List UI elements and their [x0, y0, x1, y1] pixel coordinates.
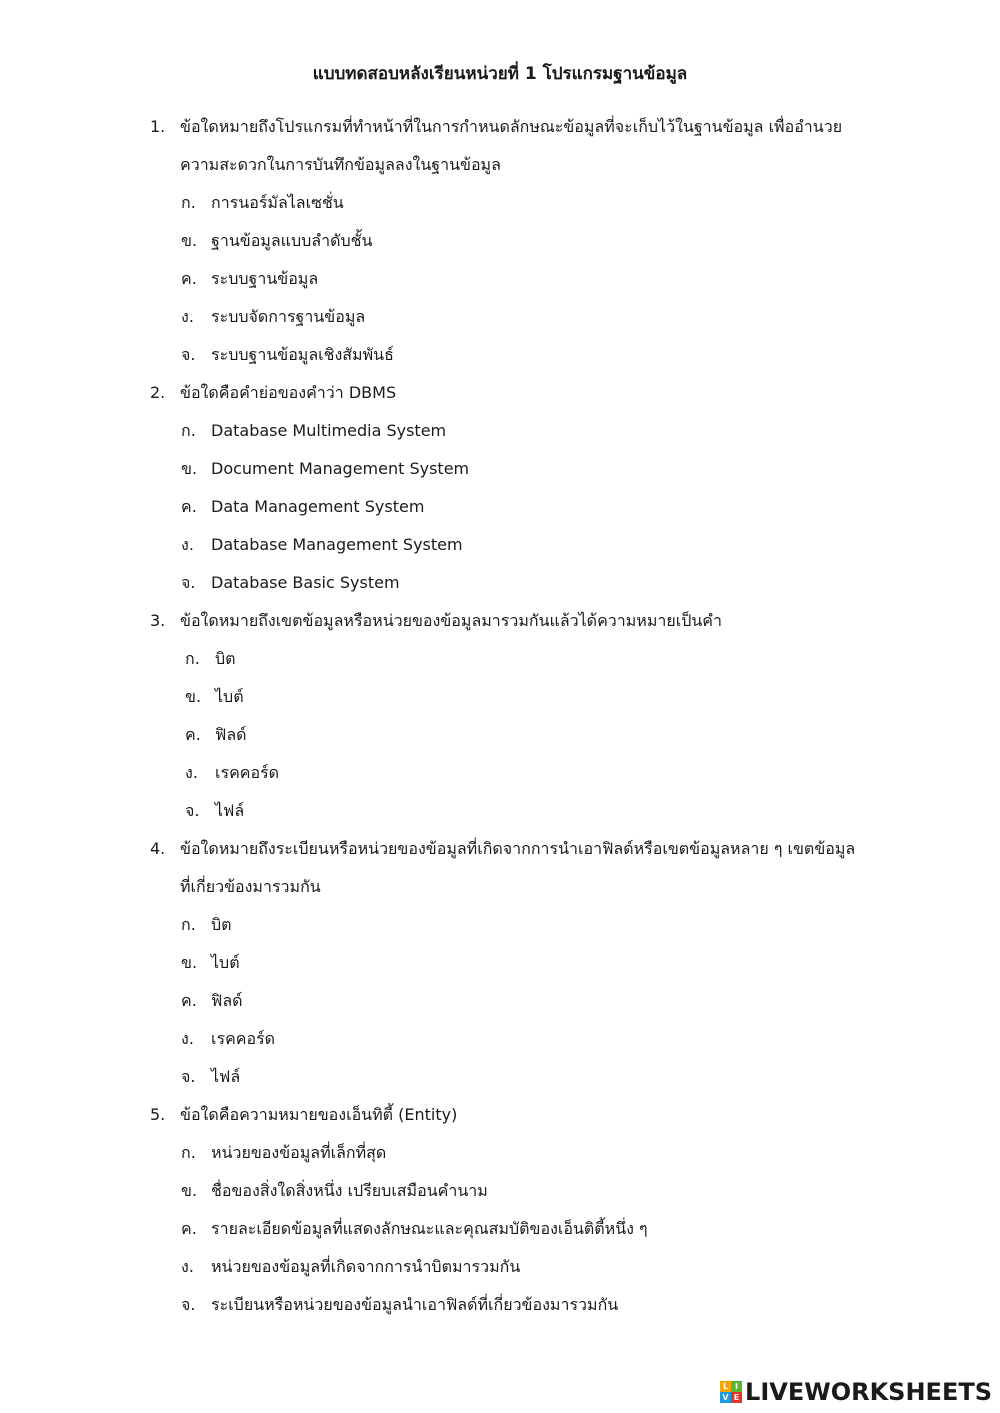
question-line [0, 150, 1000, 188]
option-letter: ก. [181, 421, 196, 440]
option-letter: จ. [181, 573, 196, 592]
option-letter: ง. [181, 307, 194, 326]
question-1 [0, 112, 1000, 378]
option-letter: ก. [181, 1143, 196, 1162]
answer-option[interactable] [0, 758, 1000, 796]
question-text: ข้อใดหมายถึงระเบียนหรือหน่วยของข้อมูลที่เกิดจากการนำเอาฟิลด์หรือเขตข้อมูลหลาย ๆ เขตข้อมูล [180, 839, 856, 858]
answer-option[interactable] [0, 948, 1000, 986]
option-letter: จ. [181, 1067, 196, 1086]
quiz-list [0, 112, 1000, 1328]
option-text: ระบบจัดการฐานข้อมูล [211, 307, 366, 326]
option-text: ฟิลด์ [211, 991, 243, 1010]
option-letter: ค. [181, 991, 197, 1010]
question-line [0, 1100, 1000, 1138]
option-text: ฐานข้อมูลแบบลำดับชั้น [211, 231, 373, 250]
question-number: 2. [150, 383, 166, 402]
option-letter: จ. [185, 801, 200, 820]
option-letter: จ. [181, 345, 196, 364]
option-text: บิต [211, 915, 232, 934]
answer-option[interactable] [0, 264, 1000, 302]
option-text: ไฟล์ [215, 801, 245, 820]
question-number: 1. [150, 117, 166, 136]
answer-option[interactable] [0, 1062, 1000, 1100]
worksheet-title: แบบทดสอบหลังเรียนหน่วยที่ 1 โปรแกรมฐานข้อมูล [312, 64, 688, 84]
option-letter: จ. [181, 1295, 196, 1314]
option-text: ระบบฐานข้อมูล [211, 269, 319, 288]
option-text: หน่วยของข้อมูลที่เล็กที่สุด [211, 1143, 387, 1162]
option-text: หน่วยของข้อมูลที่เกิดจากการนำบิตมารวมกัน [211, 1257, 521, 1276]
option-letter: ง. [181, 1029, 194, 1048]
option-text: บิต [215, 649, 236, 668]
question-text: ข้อใดหมายถึงโปรแกรมที่ทำหน้าที่ในการกำหนดลักษณะข้อมูลที่จะเก็บไว้ในฐานข้อมูล เพื่ออำนวย [180, 117, 843, 136]
question-line [0, 112, 1000, 150]
answer-option[interactable] [0, 1176, 1000, 1214]
question-text: ที่เกี่ยวข้องมารวมกัน [180, 877, 321, 896]
option-letter: ข. [181, 459, 198, 478]
question-text: ข้อใดคือความหมายของเอ็นทิตี้ (Entity) [180, 1105, 458, 1124]
option-text: Database Multimedia System [211, 421, 447, 440]
option-text: ระบบฐานข้อมูลเชิงสัมพันธ์ [211, 345, 394, 364]
option-text: ฟิลด์ [215, 725, 247, 744]
answer-option[interactable] [0, 986, 1000, 1024]
question-text: ความสะดวกในการบันทึกข้อมูลลงในฐานข้อมูล [180, 155, 501, 174]
answer-option[interactable] [0, 302, 1000, 340]
answer-option[interactable] [0, 530, 1000, 568]
answer-option[interactable] [0, 1214, 1000, 1252]
option-text: ไฟล์ [211, 1067, 241, 1086]
option-letter: ง. [185, 763, 198, 782]
option-letter: ค. [181, 497, 197, 516]
liveworksheets-logo[interactable] [720, 1377, 992, 1407]
option-letter: ก. [181, 193, 196, 212]
answer-option[interactable] [0, 1290, 1000, 1328]
answer-option[interactable] [0, 568, 1000, 606]
logo-text: LIVEWORKSHEETS [745, 1378, 992, 1406]
option-text: รายละเอียดข้อมูลที่แสดงลักษณะและคุณสมบัติของเอ็นติตี้หนึ่ง ๆ [211, 1219, 648, 1238]
answer-option[interactable] [0, 188, 1000, 226]
option-text: Database Management System [211, 535, 463, 554]
liveworksheets-logo-icon: L I V E [720, 1381, 742, 1403]
option-letter: ข. [181, 231, 198, 250]
option-letter: ข. [181, 1181, 198, 1200]
question-number: 3. [150, 611, 166, 630]
option-letter: ข. [185, 687, 202, 706]
answer-option[interactable] [0, 454, 1000, 492]
answer-option[interactable] [0, 796, 1000, 834]
option-letter: ก. [185, 649, 200, 668]
answer-option[interactable] [0, 644, 1000, 682]
answer-option[interactable] [0, 492, 1000, 530]
option-letter: ข. [181, 953, 198, 972]
option-text: Database Basic System [211, 573, 400, 592]
option-text: Document Management System [211, 459, 470, 478]
question-line [0, 378, 1000, 416]
option-text: การนอร์มัลไลเซชั่น [211, 193, 344, 212]
option-letter: ง. [181, 535, 194, 554]
option-letter: ง. [181, 1257, 194, 1276]
option-text: ไบต์ [211, 953, 240, 972]
question-4 [0, 834, 1000, 1100]
answer-option[interactable] [0, 340, 1000, 378]
answer-option[interactable] [0, 1024, 1000, 1062]
question-5 [0, 1100, 1000, 1328]
answer-option[interactable] [0, 910, 1000, 948]
question-line [0, 872, 1000, 910]
question-text: ข้อใดคือคำย่อของคำว่า DBMS [180, 383, 397, 402]
answer-option[interactable] [0, 720, 1000, 758]
question-number: 5. [150, 1105, 166, 1124]
option-text: ชื่อของสิ่งใดสิ่งหนึ่ง เปรียบเสมือนคำนาม [211, 1181, 488, 1200]
option-text: ระเบียนหรือหน่วยของข้อมูลนำเอาฟิลด์ที่เกี่ยวข้องมารวมกัน [211, 1295, 619, 1314]
option-letter: ค. [181, 1219, 197, 1238]
option-text: เรคคอร์ด [211, 1029, 276, 1048]
question-line [0, 606, 1000, 644]
answer-option[interactable] [0, 1252, 1000, 1290]
option-text: ไบต์ [215, 687, 244, 706]
option-letter: ก. [181, 915, 196, 934]
question-text: ข้อใดหมายถึงเขตข้อมูลหรือหน่วยของข้อมูลมารวมกันแล้วได้ความหมายเป็นคำ [180, 611, 722, 630]
answer-option[interactable] [0, 416, 1000, 454]
option-text: Data Management System [211, 497, 425, 516]
question-3 [0, 606, 1000, 834]
question-line [0, 834, 1000, 872]
option-letter: ค. [185, 725, 201, 744]
option-letter: ค. [181, 269, 197, 288]
answer-option[interactable] [0, 1138, 1000, 1176]
question-2 [0, 378, 1000, 606]
question-number: 4. [150, 839, 166, 858]
option-text: เรคคอร์ด [215, 763, 280, 782]
answer-option[interactable] [0, 682, 1000, 720]
answer-option[interactable] [0, 226, 1000, 264]
